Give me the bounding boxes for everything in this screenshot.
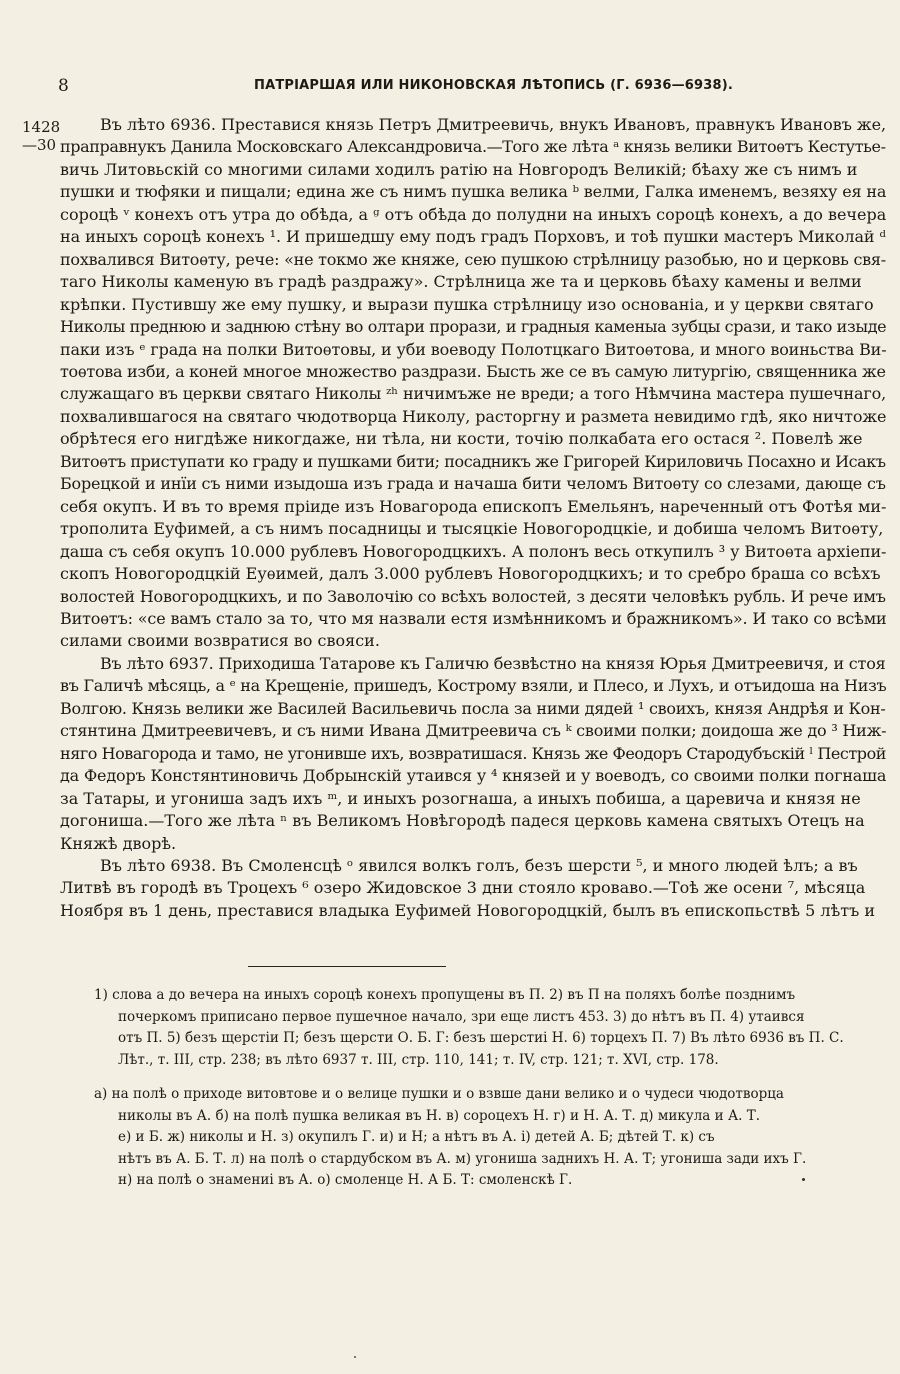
text-line: Въ лѣто 6936. Преставися князь Петръ Дмитреевичь, внукъ Ивановъ, правнукъ Ивановъ же,	[100, 115, 886, 134]
text-line: да Федоръ Констянтиновичь Добрынскій утаився у ⁴ князей и у воеводъ, со своими полки погнаша	[60, 766, 886, 786]
text-line: Въ лѣто 6938. Въ Смоленсцѣ ᵒ явился волкъ голъ, безъ шерсти ⁵, и много людей ѣлъ; а въ	[100, 855, 858, 875]
footnote-line: 1) слова а до вечера на иныхъ сороцѣ конехъ пропущены въ П. 2) въ П на поляхъ болѣе позднимъ	[94, 987, 796, 1003]
text-line: крѣпки. Пустившу же ему пушку, и вырази пушка стрѣлницу изо основаніа, и у церкви святаго	[60, 294, 874, 314]
chronicle-paragraph	[60, 114, 886, 653]
text-line: Въ лѣто 6937. Приходиша Татарове къ Галичю безвѣстно на князя Юрья Дмитреевичя, и стоя	[100, 653, 886, 673]
footnotes-lettered	[94, 1084, 886, 1192]
chronicle-paragraph	[60, 855, 886, 922]
text-line: догониша.—Того же лѣта ⁿ въ Великомъ Новѣгородѣ падеся церковь камена святыхъ Отецъ на	[60, 811, 865, 831]
text-line: похвалившагося на святаго чюдотворца Николу, расторгну и размета невидимо гдѣ, яко ничтоже	[60, 406, 886, 426]
text-line: Волгою. Князь велики же Василей Васильевичь посла за ними дядей ¹ своихъ, князя Андрѣя и Кон-	[60, 698, 886, 718]
text-line: трополита Еуфимей, а съ нимъ посадницы и тысяцкіе Новогородцкіе, и добиша челомъ Витоѳту,	[60, 519, 884, 539]
text-line: себя окупъ. И въ то время пріиде изъ Новагорода епископъ Емельянъ, нареченный отъ Фотѣя ми-	[60, 496, 886, 516]
text-line: даша съ себя окупъ 10.000 рублевъ Новогородцкихъ. А полонъ весь откупилъ ³ у Витоѳта архіепи-	[60, 541, 886, 561]
text-line: Ноября въ 1 день, преставися владыка Еуфимей Новогородцкій, былъ въ епископьствѣ 5 лѣтъ и	[60, 900, 876, 920]
footnote-line: отъ П. 5) безъ щерстіи П; безъ щерсти О. Б. Г: безъ шерстиі Н. 6) торцехъ П. 7) Въ лѣто 6936 въ П. С.	[118, 1030, 844, 1047]
footnote-line: а) на полѣ о приходе витовтове и о велице пушки и о взвше дани велико и о чудеси чюдотворца	[94, 1086, 784, 1102]
chronicle-body	[60, 114, 886, 922]
text-line: Княжѣ дворѣ.	[60, 833, 177, 853]
margin-year-end: —30	[22, 136, 57, 154]
footnote-line: е) и Б. ж) николы и Н. з) окупилъ Г. и) и Н; а нѣтъ въ А. і) детей А. Б; дѣтей Т. к) съ	[118, 1129, 715, 1146]
footnote-line: Лѣт., т. III, стр. 238; въ лѣто 6937 т. III, стр. 110, 141; т. IV, стр. 121; т. XVI, стр. 178.	[118, 1051, 719, 1068]
text-line: на иныхъ сороцѣ конехъ ¹. И пришедшу ему подъ градъ Порховъ, и тоѣ пушки мастеръ Миколай ᵈ	[60, 227, 886, 247]
text-line: тоѳтова изби, а коней многое множество раздрази. Бысть же се въ самую литургію, священника же	[60, 361, 886, 381]
margin-year-range	[22, 118, 61, 154]
text-line: вичь Литовьскій со многими силами ходилъ ратію на Новгородъ Великій; бѣаху же съ нимъ и	[60, 159, 858, 179]
text-line: служащаго въ церкви святаго Николы ᶻʰ ничимъже не вреди; а того Нѣмчина мастера пушечнаго,	[60, 384, 886, 404]
text-line: скопъ Новогородцкій Еуѳимей, далъ 3.000 рублевъ Новогородцкихъ; и то сребро браша со всѣхъ	[60, 564, 881, 584]
text-line: въ Галичѣ мѣсяць, а ᵉ на Крещеніе, пришедъ, Кострому взяли, и Плесо, и Лухъ, и отъидоша на Низъ	[60, 676, 886, 696]
footnotes-numbered	[94, 985, 886, 1071]
footnote-divider	[248, 966, 446, 967]
text-line: стянтина Дмитреевичевъ, и съ ними Ивана Дмитреевича съ ᵏ своими полки; доидоша же до ³ Ниж-	[60, 721, 886, 741]
text-line: Борецкой и инїи съ ними изыдоша изъ града и начаша бити челомъ Витоѳту со слезами, дающе съ	[60, 474, 886, 494]
footnote-line: почеркомъ приписано первое пушечное начало, зри еще листъ 453. 3) до нѣтъ въ П. 4) утаився	[118, 1008, 805, 1025]
footnote-line: н) на полѣ о знамениі въ А. о) смоленце Н. А Б. Т: смоленскѣ Г.	[118, 1172, 573, 1189]
text-line: Витоѳтъ: «се вамъ стало за то, что мя назвали естя измѣнникомъ и бражникомъ». И тако со всѣми	[60, 608, 886, 628]
text-line: обрѣтеся его нигдѣже никогдаже, ни тѣла, ни кости, точію полкабата его остася ². Повелѣ же	[60, 429, 863, 449]
text-line: няго Новагорода и тамо, не угонивше ихъ, возвратишася. Князь же Феодоръ Стародубъскій ˡ Пестрой	[60, 743, 886, 763]
text-line: Литвѣ въ городѣ въ Троцехъ ⁶ озеро Жидовское 3 дни стояло кроваво.—Тоѣ же осени ⁷, мѣсяца	[60, 878, 866, 898]
print-speck	[802, 1178, 805, 1181]
footnote-line: николы въ А. б) на полѣ пушка великая въ Н. в) сороцехъ Н. г) и Н. А. Т. д) микула и А. Т.	[118, 1107, 761, 1124]
footnote-line: нѣтъ въ А. Б. Т. л) на полѣ о стардубском въ А. м) угониша заднихъ Н. А. Т; угониша зади ихъ Г.	[118, 1150, 807, 1167]
text-line: таго Николы каменую въ градѣ раздражу». Стрѣлница же та и церковь бѣаху камены и велми	[60, 272, 862, 292]
text-line: Витоѳтъ приступати ко граду и пушками бити; посадникъ же Григорей Кириловичь Посахно и Исакъ	[60, 451, 886, 471]
page-number: 8	[58, 76, 69, 96]
text-line: праправнукъ Данила Московскаго Александровича.—Того же лѣта ᵃ князь велики Витоѳтъ Кестутье-	[60, 137, 886, 157]
margin-year-start: 1428	[22, 118, 61, 136]
print-speck	[354, 1356, 356, 1358]
text-line: волостей Новогородцкихъ, и по Заволочію со всѣхъ волостей, з десяти человѣкъ рубль. И рече имъ	[60, 586, 886, 606]
text-line: сороцѣ ᵛ конехъ отъ утра до обѣда, а ᵍ отъ обѣда до полудни на иныхъ сороцѣ конехъ, а до вечера	[60, 204, 886, 224]
chronicle-paragraph	[60, 653, 886, 855]
page-header	[58, 76, 890, 98]
text-line: Николы преднюю и заднюю стѣну во олтари прорази, и градныя каменыа зубцы срази, и тако изыде	[60, 317, 886, 337]
text-line: похвалився Витоѳту, рече: «не токмо же княже, сею пушкою стрѣлницу разобью, но и церковь свя-	[60, 249, 886, 269]
text-line: за Татары, и угониша задъ ихъ ᵐ, и иныхъ розогнаша, а иныхъ побиша, а царевича и князя не	[60, 788, 861, 808]
text-line: пушки и тюфяки и пищали; едина же съ нимъ пушка велика ᵇ велми, Галка именемъ, везяху ея на	[60, 182, 886, 202]
text-line: паки изъ ᵉ града на полки Витоѳтовы, и уби воеводу Полотцкаго Витоѳтова, и много воиньства Ви-	[60, 339, 886, 359]
text-line: силами своими возвратися во свояси.	[60, 631, 380, 651]
running-head: ПАТРІАРШАЯ ИЛИ НИКОНОВСКАЯ ЛѢТОПИСЬ (Г. 6936—6938).	[254, 78, 734, 93]
